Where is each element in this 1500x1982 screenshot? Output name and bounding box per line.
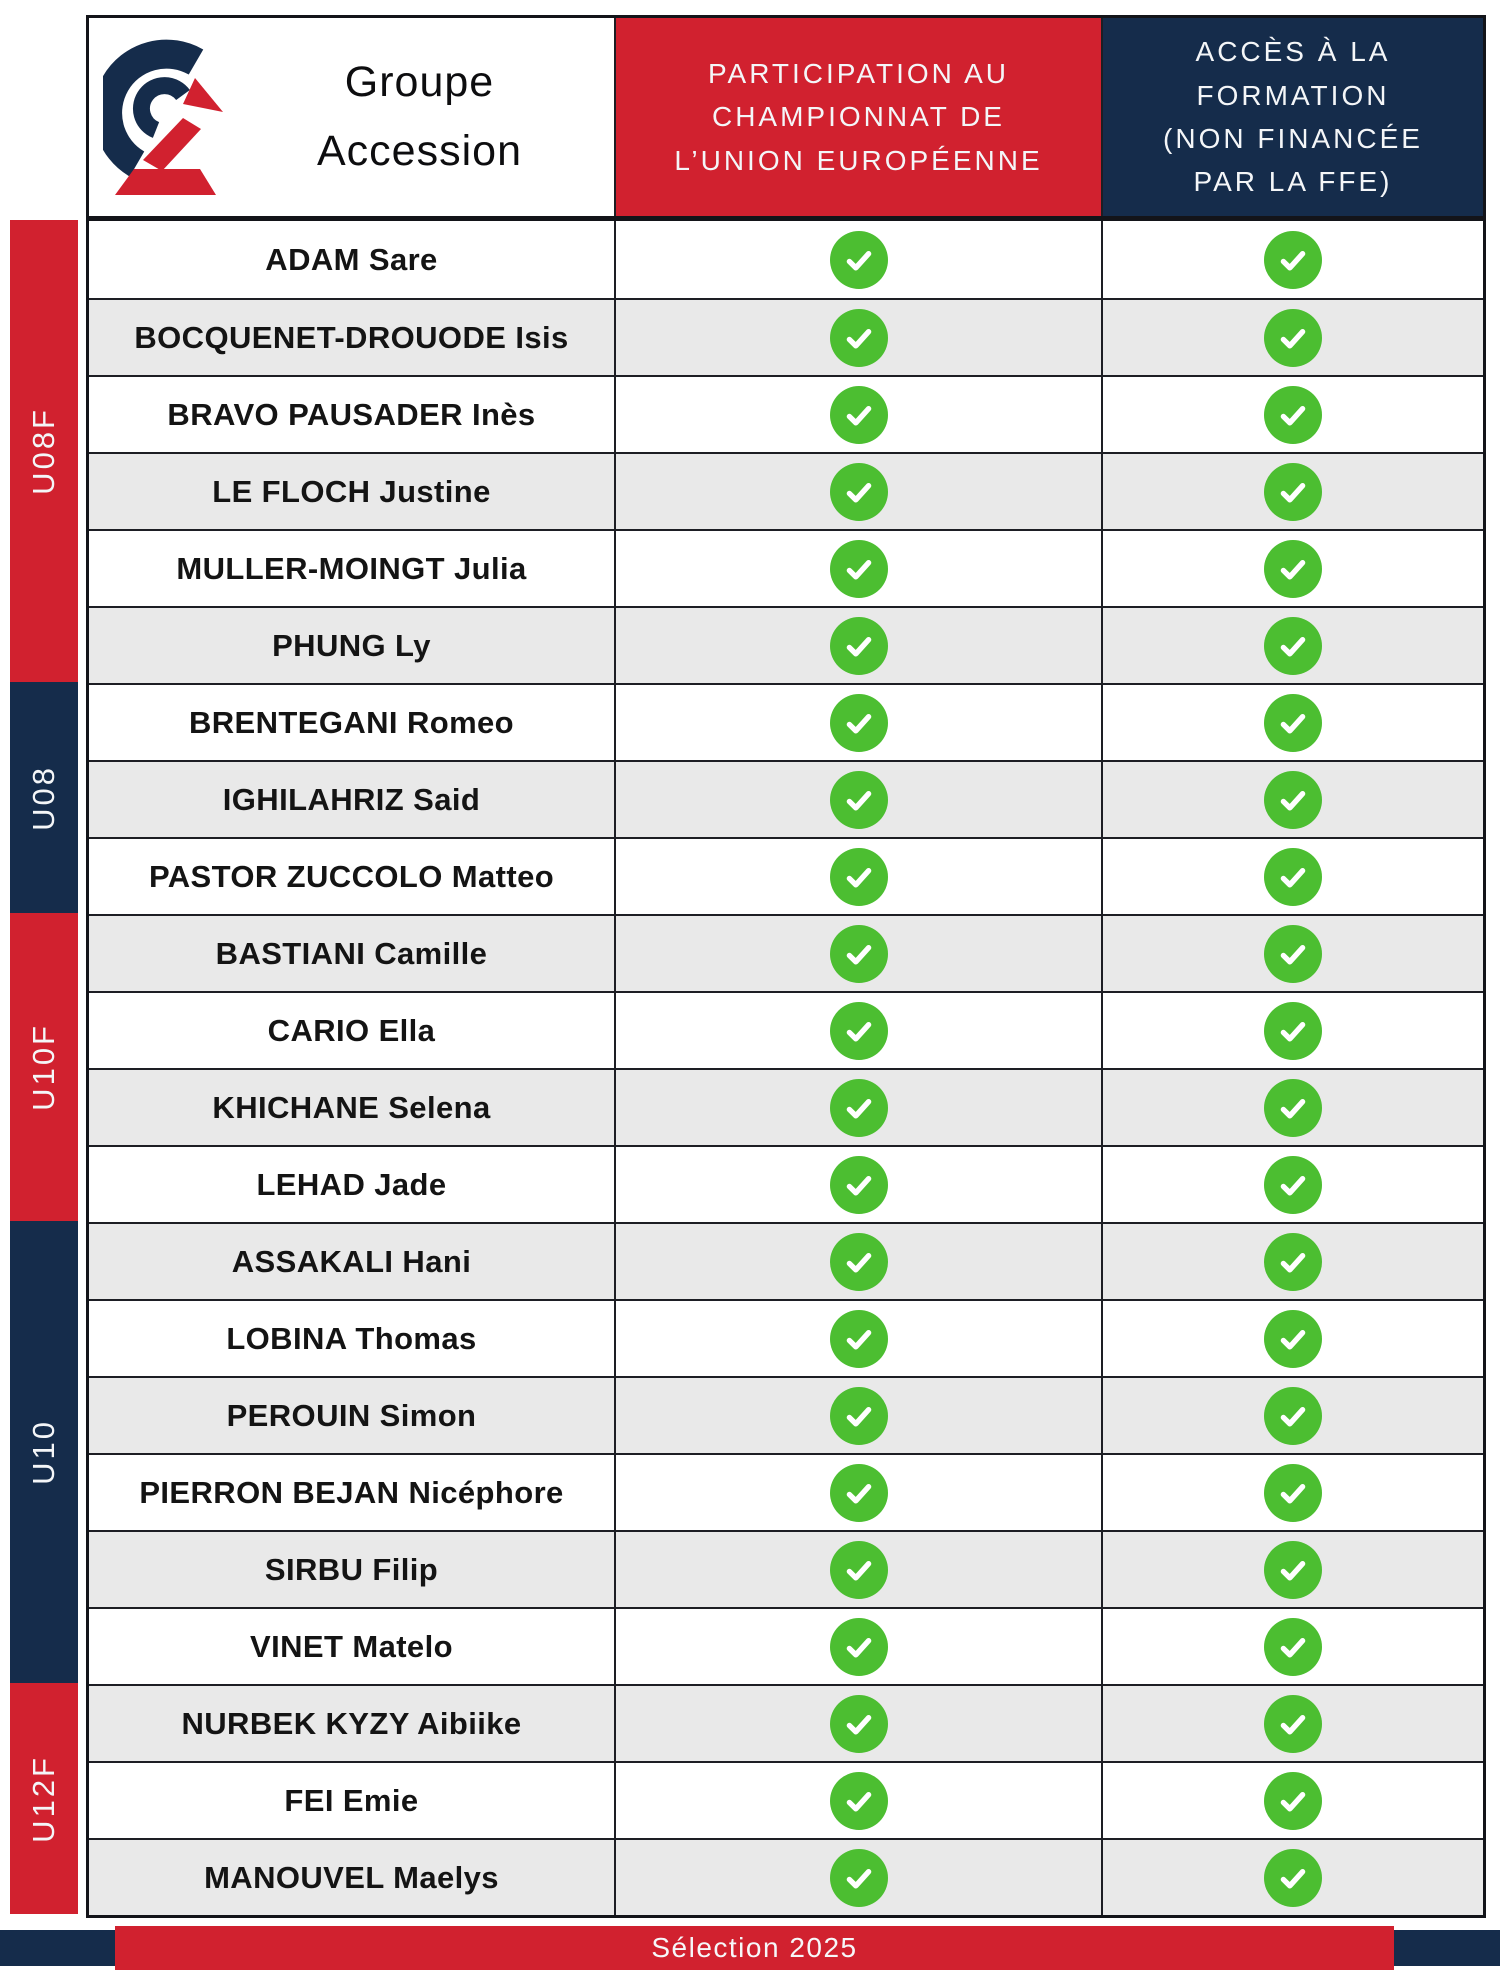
footer-banner xyxy=(115,1926,1394,1970)
check-icon xyxy=(830,1387,888,1445)
participation-cell xyxy=(614,1840,1101,1915)
player-name: MANOUVEL Maelys xyxy=(204,1859,499,1895)
check-icon xyxy=(830,617,888,675)
player-name: CARIO Ella xyxy=(267,1012,436,1048)
table-row xyxy=(89,298,1483,375)
player-name: BRAVO PAUSADER Inès xyxy=(167,396,536,432)
check-icon xyxy=(830,1695,888,1753)
formation-cell xyxy=(1101,1763,1483,1838)
participation-cell xyxy=(614,377,1101,452)
check-icon xyxy=(1264,1849,1322,1907)
table-row xyxy=(89,1838,1483,1915)
category-band-u10f xyxy=(10,913,78,1221)
check-icon xyxy=(1264,309,1322,367)
check-icon xyxy=(830,1618,888,1676)
player-name: LE FLOCH Justine xyxy=(212,473,491,509)
formation-cell xyxy=(1101,454,1483,529)
formation-cell xyxy=(1101,1686,1483,1761)
formation-cell xyxy=(1101,1301,1483,1376)
check-icon xyxy=(1264,617,1322,675)
category-label: U08F xyxy=(26,407,61,495)
table-row xyxy=(89,1222,1483,1299)
table-row xyxy=(89,760,1483,837)
check-icon xyxy=(1264,1310,1322,1368)
player-name: BASTIANI Camille xyxy=(215,935,488,971)
check-icon xyxy=(830,1233,888,1291)
player-name: LOBINA Thomas xyxy=(226,1320,477,1356)
category-label: U08 xyxy=(26,764,61,831)
check-icon xyxy=(1264,1387,1322,1445)
participation-cell xyxy=(614,1763,1101,1838)
check-icon xyxy=(1264,1695,1322,1753)
table-row xyxy=(89,1684,1483,1761)
formation-cell xyxy=(1101,221,1483,298)
category-label: U10 xyxy=(26,1419,61,1485)
player-name: MULLER-MOINGT Julia xyxy=(176,550,527,586)
check-icon xyxy=(1264,848,1322,906)
player-name: PIERRON BEJAN Nicéphore xyxy=(139,1474,564,1510)
formation-cell xyxy=(1101,608,1483,683)
participation-cell xyxy=(614,300,1101,375)
player-name: FEI Emie xyxy=(284,1782,419,1818)
formation-cell xyxy=(1101,1224,1483,1299)
table-row xyxy=(89,375,1483,452)
formation-header-cell xyxy=(1101,18,1483,216)
table-row xyxy=(89,1530,1483,1607)
category-band-u10 xyxy=(10,1221,78,1683)
table-row xyxy=(89,452,1483,529)
category-label: U10F xyxy=(26,1023,61,1111)
participation-cell xyxy=(614,1378,1101,1453)
check-icon xyxy=(830,540,888,598)
check-icon xyxy=(1264,694,1322,752)
participation-cell xyxy=(614,1609,1101,1684)
category-band-u08f xyxy=(10,220,78,682)
table-row xyxy=(89,837,1483,914)
footer-label: Sélection 2025 xyxy=(651,1932,858,1963)
formation-header-text: ACCÈS À LA FORMATION (NON FINANCÉE PAR LA FFE) xyxy=(1163,36,1423,198)
category-strip xyxy=(10,220,78,1914)
formation-cell xyxy=(1101,1609,1483,1684)
check-icon xyxy=(830,1464,888,1522)
formation-cell xyxy=(1101,1840,1483,1915)
participation-cell xyxy=(614,1532,1101,1607)
formation-cell xyxy=(1101,839,1483,914)
table-row xyxy=(89,1761,1483,1838)
check-icon xyxy=(1264,771,1322,829)
player-name: SIRBU Filip xyxy=(264,1551,439,1587)
check-icon xyxy=(1264,1464,1322,1522)
club-logo-icon xyxy=(103,32,225,202)
check-icon xyxy=(1264,1233,1322,1291)
check-icon xyxy=(830,925,888,983)
check-icon xyxy=(830,231,888,289)
check-icon xyxy=(1264,1772,1322,1830)
participation-cell xyxy=(614,1070,1101,1145)
category-band-u08 xyxy=(10,682,78,913)
check-icon xyxy=(1264,925,1322,983)
formation-cell xyxy=(1101,531,1483,606)
table-row xyxy=(89,606,1483,683)
participation-header-text: PARTICIPATION AU CHAMPIONNAT DE L’UNION EUROPÉENNE xyxy=(674,57,1043,176)
check-icon xyxy=(830,309,888,367)
player-name: NURBEK KYZY Aibiike xyxy=(181,1705,522,1741)
player-name: ADAM Sare xyxy=(265,241,438,277)
check-icon xyxy=(830,1156,888,1214)
check-icon xyxy=(830,848,888,906)
participation-header-cell xyxy=(614,18,1101,216)
formation-cell xyxy=(1101,377,1483,452)
selection-table xyxy=(86,15,1486,1918)
org-title: Groupe Accession xyxy=(317,58,522,175)
check-icon xyxy=(830,1310,888,1368)
check-icon xyxy=(830,386,888,444)
check-icon xyxy=(830,1849,888,1907)
table-row xyxy=(89,1607,1483,1684)
formation-cell xyxy=(1101,1378,1483,1453)
formation-cell xyxy=(1101,993,1483,1068)
check-icon xyxy=(830,1541,888,1599)
participation-cell xyxy=(614,993,1101,1068)
check-icon xyxy=(1264,1156,1322,1214)
table-row xyxy=(89,683,1483,760)
check-icon xyxy=(1264,386,1322,444)
formation-cell xyxy=(1101,1532,1483,1607)
table-row xyxy=(89,529,1483,606)
check-icon xyxy=(830,1002,888,1060)
table-row xyxy=(89,1068,1483,1145)
formation-cell xyxy=(1101,762,1483,837)
participation-cell xyxy=(614,1686,1101,1761)
participation-cell xyxy=(614,1224,1101,1299)
check-icon xyxy=(830,463,888,521)
player-name: BRENTEGANI Romeo xyxy=(188,704,515,740)
player-name: KHICHANE Selena xyxy=(212,1089,491,1125)
table-row xyxy=(89,1376,1483,1453)
participation-cell xyxy=(614,839,1101,914)
formation-cell xyxy=(1101,685,1483,760)
player-name: ASSAKALI Hani xyxy=(231,1243,472,1279)
check-icon xyxy=(830,1079,888,1137)
check-icon xyxy=(1264,1002,1322,1060)
participation-cell xyxy=(614,531,1101,606)
formation-cell xyxy=(1101,1070,1483,1145)
check-icon xyxy=(1264,231,1322,289)
check-icon xyxy=(1264,463,1322,521)
check-icon xyxy=(1264,1541,1322,1599)
participation-cell xyxy=(614,1147,1101,1222)
formation-cell xyxy=(1101,1147,1483,1222)
table-row xyxy=(89,991,1483,1068)
player-name: PASTOR ZUCCOLO Matteo xyxy=(148,858,555,894)
check-icon xyxy=(830,771,888,829)
participation-cell xyxy=(614,762,1101,837)
table-body xyxy=(89,221,1483,1915)
check-icon xyxy=(1264,540,1322,598)
org-header-cell xyxy=(89,18,614,216)
table-row xyxy=(89,1299,1483,1376)
check-icon xyxy=(1264,1618,1322,1676)
table-row xyxy=(89,221,1483,298)
formation-cell xyxy=(1101,916,1483,991)
participation-cell xyxy=(614,916,1101,991)
player-name: BOCQUENET-DROUODE Isis xyxy=(134,319,569,355)
table-row xyxy=(89,914,1483,991)
table-header xyxy=(89,18,1483,221)
participation-cell xyxy=(614,608,1101,683)
check-icon xyxy=(830,694,888,752)
player-name: VINET Matelo xyxy=(250,1628,453,1664)
player-name: PEROUIN Simon xyxy=(226,1397,477,1433)
category-label: U12F xyxy=(26,1754,61,1843)
table-row xyxy=(89,1453,1483,1530)
check-icon xyxy=(1264,1079,1322,1137)
formation-cell xyxy=(1101,300,1483,375)
player-name: LEHAD Jade xyxy=(256,1166,447,1202)
participation-cell xyxy=(614,221,1101,298)
participation-cell xyxy=(614,685,1101,760)
participation-cell xyxy=(614,1301,1101,1376)
participation-cell xyxy=(614,1455,1101,1530)
participation-cell xyxy=(614,454,1101,529)
player-name: IGHILAHRIZ Said xyxy=(222,781,481,817)
table-row xyxy=(89,1145,1483,1222)
category-band-u12f xyxy=(10,1683,78,1914)
check-icon xyxy=(830,1772,888,1830)
player-name: PHUNG Ly xyxy=(272,627,431,663)
formation-cell xyxy=(1101,1455,1483,1530)
